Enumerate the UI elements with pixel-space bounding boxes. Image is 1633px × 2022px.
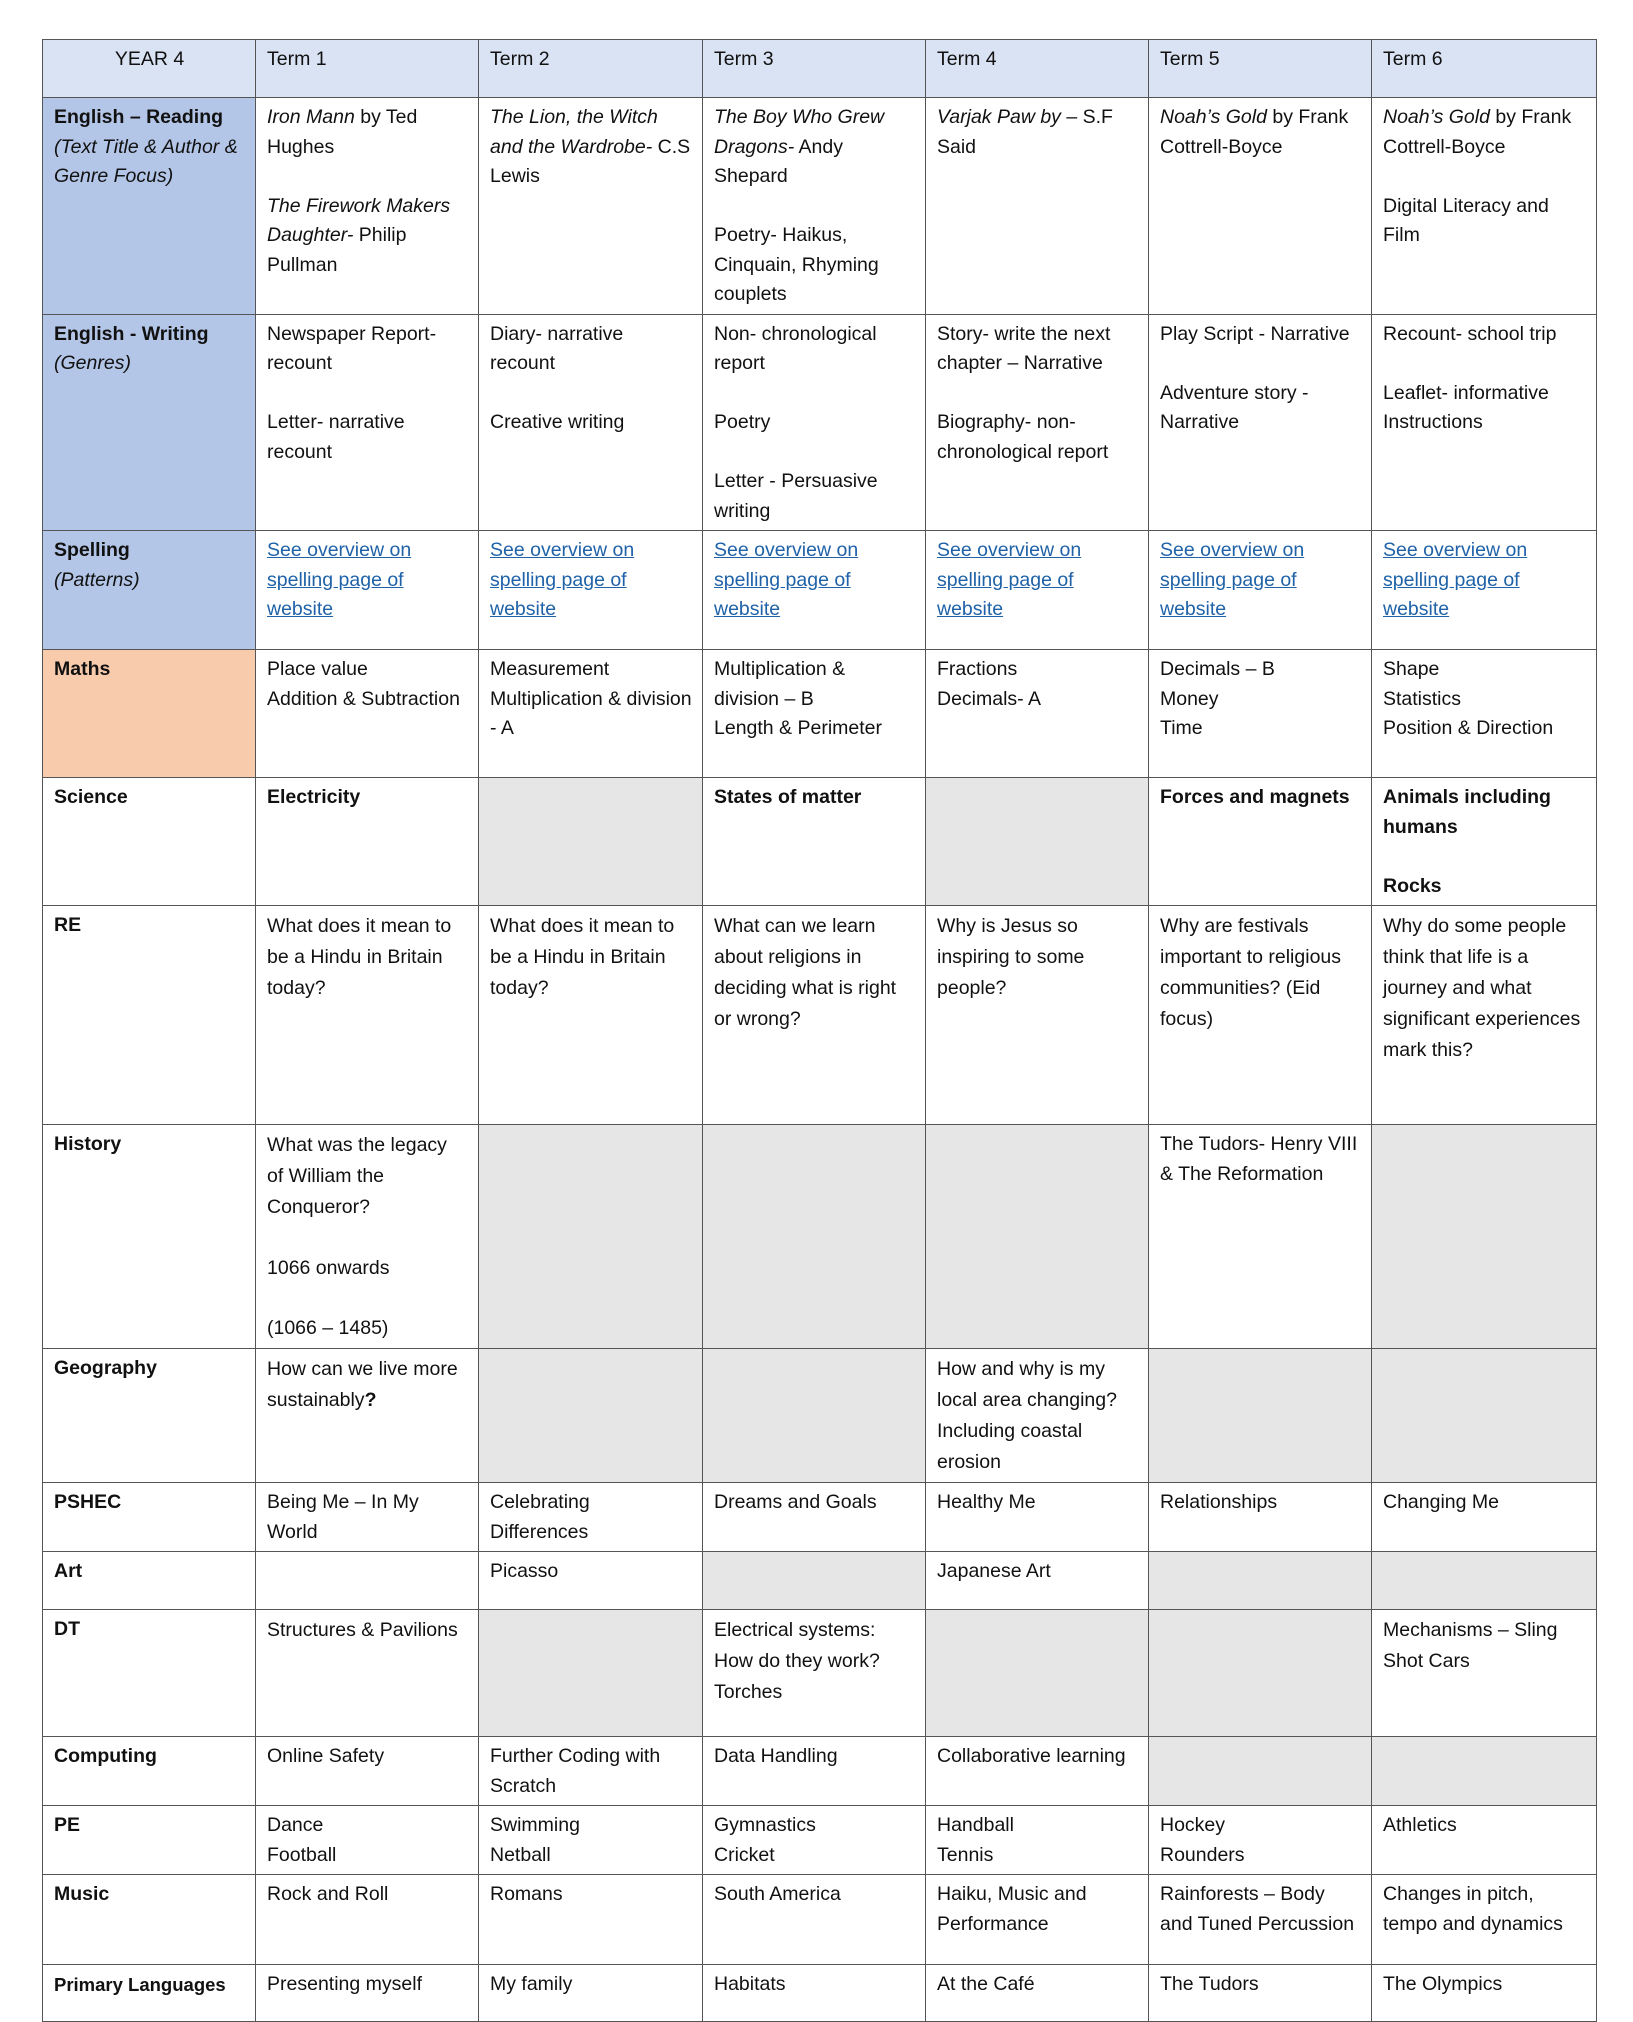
topic: Measurement bbox=[490, 658, 610, 680]
topic: Decimals – B bbox=[1160, 658, 1275, 680]
genre: Non- chronological report bbox=[714, 322, 877, 374]
cell-pe-t1 bbox=[256, 1806, 479, 1875]
subject-subtitle: (Genres) bbox=[54, 352, 131, 374]
cell-computing-t6-empty bbox=[1372, 1737, 1597, 1806]
cell-re-t4: Why is Jesus so inspiring to some people? bbox=[926, 906, 1149, 1125]
subject-label-spelling bbox=[43, 531, 256, 650]
row-art bbox=[43, 1552, 1597, 1610]
cell-music-t4: Haiku, Music and Performance bbox=[926, 1875, 1149, 1965]
row-english-writing bbox=[43, 314, 1597, 531]
cell-spelling-t4 bbox=[926, 531, 1149, 650]
cell-re-t3: What can we learn about religions in deciding what is right or wrong? bbox=[703, 906, 926, 1125]
spelling-overview-link[interactable]: See overview on spelling page of website bbox=[490, 539, 635, 620]
genre: Letter- narrative recount bbox=[267, 411, 405, 463]
subject-label-history: History bbox=[43, 1125, 256, 1349]
row-maths bbox=[43, 650, 1597, 778]
term-6-header: Term 6 bbox=[1372, 40, 1597, 98]
cell-science-t5: Forces and magnets bbox=[1149, 778, 1372, 906]
cell-geography-t3-empty bbox=[703, 1349, 926, 1483]
book-author: by Frank Cottrell-Boyce bbox=[1383, 106, 1572, 158]
cell-music-t3: South America bbox=[703, 1875, 926, 1965]
topic: Statistics bbox=[1383, 687, 1462, 710]
cell-dt-t4-empty bbox=[926, 1610, 1149, 1737]
book-author: by Frank Cottrell-Boyce bbox=[1160, 106, 1349, 158]
topic: Place value bbox=[267, 658, 368, 680]
cell-computing-t1: Online Safety bbox=[256, 1737, 479, 1806]
topic: Addition & Subtraction bbox=[267, 687, 460, 710]
cell-maths-t6 bbox=[1372, 650, 1597, 778]
cell-pshec-t2: Celebrating Differences bbox=[479, 1483, 703, 1552]
row-re bbox=[43, 906, 1597, 1125]
topic: Rocks bbox=[1383, 874, 1442, 897]
genre: Biography- non-chronological report bbox=[937, 411, 1109, 463]
cell-reading-t3 bbox=[703, 98, 926, 315]
cell-music-t2: Romans bbox=[479, 1875, 703, 1965]
term-2-header: Term 2 bbox=[479, 40, 703, 98]
topic: Position & Direction bbox=[1383, 717, 1554, 739]
cell-reading-t6 bbox=[1372, 98, 1597, 315]
cell-pshec-t1: Being Me – In My World bbox=[256, 1483, 479, 1552]
spelling-overview-link[interactable]: See overview on spelling page of website bbox=[267, 539, 412, 620]
cell-writing-t2 bbox=[479, 314, 703, 531]
cell-art-t5-empty bbox=[1149, 1552, 1372, 1610]
cell-dt-t3 bbox=[703, 1610, 926, 1737]
book-title: The Firework Makers Daughter- bbox=[267, 194, 451, 246]
cell-science-t3: States of matter bbox=[703, 778, 926, 906]
cell-pe-t5 bbox=[1149, 1806, 1372, 1875]
topic: Fractions bbox=[937, 658, 1018, 680]
genre-focus: Poetry- Haikus, Cinquain, Rhyming couplets bbox=[714, 224, 879, 305]
cell-pshec-t6: Changing Me bbox=[1372, 1483, 1597, 1552]
topic: Time bbox=[1160, 717, 1203, 739]
cell-history-t4-empty bbox=[926, 1125, 1149, 1349]
subject-label-english-writing bbox=[43, 314, 256, 531]
cell-re-t2: What does it mean to be a Hindu in Britain today? bbox=[479, 906, 703, 1125]
subject-label-dt: DT bbox=[43, 1610, 256, 1737]
cell-languages-t6: The Olympics bbox=[1372, 1965, 1597, 2022]
topic: 1066 onwards bbox=[267, 1256, 390, 1279]
curriculum-table bbox=[42, 39, 1597, 2022]
cell-spelling-t1 bbox=[256, 531, 479, 650]
cell-science-t6 bbox=[1372, 778, 1597, 906]
topic: Length & Perimeter bbox=[714, 717, 883, 739]
sport: Dance bbox=[267, 1814, 324, 1836]
cell-pe-t3 bbox=[703, 1806, 926, 1875]
book-author: by Ted Hughes bbox=[267, 106, 418, 158]
cell-science-t2-empty bbox=[479, 778, 703, 906]
row-geography bbox=[43, 1349, 1597, 1483]
cell-maths-t4 bbox=[926, 650, 1149, 778]
cell-spelling-t5 bbox=[1149, 531, 1372, 650]
cell-pshec-t4: Healthy Me bbox=[926, 1483, 1149, 1552]
topic: Shape bbox=[1383, 658, 1440, 680]
cell-dt-t1: Structures & Pavilions bbox=[256, 1610, 479, 1737]
cell-geography-t2-empty bbox=[479, 1349, 703, 1483]
genre: Story- write the next chapter – Narrative bbox=[937, 322, 1111, 374]
row-computing bbox=[43, 1737, 1597, 1806]
subject-label-maths: Maths bbox=[43, 650, 256, 778]
book-author: – S.F Said bbox=[937, 106, 1113, 158]
cell-history-t1 bbox=[256, 1125, 479, 1349]
genre: Letter - Persuasive writing bbox=[714, 470, 878, 522]
sport: Football bbox=[267, 1843, 337, 1866]
term-4-header: Term 4 bbox=[926, 40, 1149, 98]
cell-pe-t6 bbox=[1372, 1806, 1597, 1875]
cell-pshec-t3: Dreams and Goals bbox=[703, 1483, 926, 1552]
sport: Hockey bbox=[1160, 1814, 1226, 1836]
cell-pshec-t5: Relationships bbox=[1149, 1483, 1372, 1552]
sport: Handball bbox=[937, 1814, 1014, 1836]
subject-subtitle: (Text Title & Author & Genre Focus) bbox=[54, 135, 238, 187]
cell-computing-t5-empty bbox=[1149, 1737, 1372, 1806]
cell-maths-t5 bbox=[1149, 650, 1372, 778]
cell-geography-t4: How and why is my local area changing? Including coastal erosion bbox=[926, 1349, 1149, 1483]
cell-music-t1: Rock and Roll bbox=[256, 1875, 479, 1965]
row-history bbox=[43, 1125, 1597, 1349]
genre: Leaflet- informative Instructions bbox=[1383, 381, 1549, 433]
cell-history-t2-empty bbox=[479, 1125, 703, 1349]
cell-dt-t2-empty bbox=[479, 1610, 703, 1737]
topic: Money bbox=[1160, 687, 1219, 710]
cell-geography-t5-empty bbox=[1149, 1349, 1372, 1483]
topic: Torches bbox=[714, 1681, 783, 1703]
term-5-header: Term 5 bbox=[1149, 40, 1372, 98]
subject-label-english-reading bbox=[43, 98, 256, 315]
term-1-header: Term 1 bbox=[256, 40, 479, 98]
subject-name: Spelling bbox=[54, 539, 130, 561]
genre: Diary- narrative recount bbox=[490, 322, 624, 374]
subject-label-art: Art bbox=[43, 1552, 256, 1610]
book-title: Noah’s Gold bbox=[1383, 106, 1490, 128]
subject-label-geography: Geography bbox=[43, 1349, 256, 1483]
genre: Recount- school trip bbox=[1383, 322, 1557, 345]
subject-name: English – Reading bbox=[54, 106, 224, 128]
topic: (1066 – 1485) bbox=[267, 1317, 389, 1339]
cell-pe-t4 bbox=[926, 1806, 1149, 1875]
genre: Newspaper Report- recount bbox=[267, 322, 437, 374]
cell-re-t6: Why do some people think that life is a journey and what significant experiences mark this? bbox=[1372, 906, 1597, 1125]
subject-label-re: RE bbox=[43, 906, 256, 1125]
cell-dt-t5-empty bbox=[1149, 1610, 1372, 1737]
row-pshec bbox=[43, 1483, 1597, 1552]
genre: Play Script - Narrative bbox=[1160, 322, 1350, 345]
row-pe bbox=[43, 1806, 1597, 1875]
subject-name: English - Writing bbox=[54, 322, 209, 345]
cell-re-t1: What does it mean to be a Hindu in Britain today? bbox=[256, 906, 479, 1125]
genre: Creative writing bbox=[490, 411, 625, 433]
cell-reading-t2 bbox=[479, 98, 703, 315]
cell-languages-t3: Habitats bbox=[703, 1965, 926, 2022]
topic: Decimals- A bbox=[937, 687, 1042, 710]
row-dt bbox=[43, 1610, 1597, 1737]
sport: Gymnastics bbox=[714, 1814, 816, 1836]
term-3-header: Term 3 bbox=[703, 40, 926, 98]
cell-art-t3-empty bbox=[703, 1552, 926, 1610]
cell-geography-t1 bbox=[256, 1349, 479, 1483]
cell-computing-t3: Data Handling bbox=[703, 1737, 926, 1806]
cell-maths-t1 bbox=[256, 650, 479, 778]
cell-writing-t3 bbox=[703, 314, 926, 531]
cell-spelling-t2 bbox=[479, 531, 703, 650]
row-science bbox=[43, 778, 1597, 906]
question-mark: ? bbox=[364, 1389, 377, 1411]
cell-re-t5: Why are festivals important to religious communities? (Eid focus) bbox=[1149, 906, 1372, 1125]
cell-spelling-t6 bbox=[1372, 531, 1597, 650]
cell-reading-t5 bbox=[1149, 98, 1372, 315]
cell-writing-t1 bbox=[256, 314, 479, 531]
cell-languages-t2: My family bbox=[479, 1965, 703, 2022]
cell-reading-t1 bbox=[256, 98, 479, 315]
book-title: Varjak Paw by bbox=[937, 106, 1061, 128]
spelling-overview-link[interactable]: See overview on spelling page of website bbox=[1383, 539, 1528, 620]
cell-music-t6: Changes in pitch, tempo and dynamics bbox=[1372, 1875, 1597, 1965]
row-english-reading bbox=[43, 98, 1597, 315]
row-spelling bbox=[43, 531, 1597, 650]
cell-languages-t5: The Tudors bbox=[1149, 1965, 1372, 2022]
cell-pe-t2 bbox=[479, 1806, 703, 1875]
cell-science-t1: Electricity bbox=[256, 778, 479, 906]
topic: Multiplication & division – B bbox=[714, 658, 846, 710]
subject-label-pshec: PSHEC bbox=[43, 1483, 256, 1552]
cell-maths-t3 bbox=[703, 650, 926, 778]
subject-label-science: Science bbox=[43, 778, 256, 906]
cell-geography-t6-empty bbox=[1372, 1349, 1597, 1483]
row-primary-languages bbox=[43, 1965, 1597, 2022]
subject-label-computing: Computing bbox=[43, 1737, 256, 1806]
subject-label-music: Music bbox=[43, 1875, 256, 1965]
cell-history-t3-empty bbox=[703, 1125, 926, 1349]
book-title: Noah’s Gold bbox=[1160, 106, 1267, 128]
cell-writing-t4 bbox=[926, 314, 1149, 531]
cell-maths-t2 bbox=[479, 650, 703, 778]
book-title: The Lion, the Witch and the Wardrobe- bbox=[490, 106, 658, 158]
cell-writing-t5 bbox=[1149, 314, 1372, 531]
cell-writing-t6 bbox=[1372, 314, 1597, 531]
topic: Electrical systems: How do they work? bbox=[714, 1619, 880, 1672]
cell-reading-t4 bbox=[926, 98, 1149, 315]
header-row bbox=[43, 40, 1597, 98]
book-title: Iron Mann bbox=[267, 106, 355, 128]
genre: Poetry bbox=[714, 411, 771, 433]
sport: Tennis bbox=[937, 1843, 994, 1866]
sport: Cricket bbox=[714, 1843, 775, 1866]
sport: Rounders bbox=[1160, 1843, 1245, 1866]
cell-dt-t6: Mechanisms – Sling Shot Cars bbox=[1372, 1610, 1597, 1737]
cell-computing-t4: Collaborative learning bbox=[926, 1737, 1149, 1806]
row-music bbox=[43, 1875, 1597, 1965]
sport: Swimming bbox=[490, 1814, 580, 1836]
cell-science-t4-empty bbox=[926, 778, 1149, 906]
cell-languages-t4: At the Café bbox=[926, 1965, 1149, 2022]
cell-languages-t1: Presenting myself bbox=[256, 1965, 479, 2022]
subject-label-pe: PE bbox=[43, 1806, 256, 1875]
cell-history-t6-empty bbox=[1372, 1125, 1597, 1349]
genre: Adventure story - Narrative bbox=[1160, 381, 1309, 433]
cell-history-t5: The Tudors- Henry VIII & The Reformation bbox=[1149, 1125, 1372, 1349]
topic: What was the legacy of William the Conqueror? bbox=[267, 1134, 447, 1218]
cell-art-t2: Picasso bbox=[479, 1552, 703, 1610]
topic: Multiplication & division - A bbox=[490, 687, 692, 739]
spelling-overview-link[interactable]: See overview on spelling page of website bbox=[937, 539, 1082, 620]
cell-art-t4: Japanese Art bbox=[926, 1552, 1149, 1610]
subject-subtitle: (Patterns) bbox=[54, 568, 140, 591]
subject-label-primary-languages: Primary Languages bbox=[43, 1965, 256, 2022]
sport: Netball bbox=[490, 1843, 551, 1866]
book-author: Andy Shepard bbox=[714, 135, 843, 187]
topic: How can we live more sustainably bbox=[267, 1358, 458, 1411]
cell-music-t5: Rainforests – Body and Tuned Percussion bbox=[1149, 1875, 1372, 1965]
spelling-overview-link[interactable]: See overview on spelling page of website bbox=[1160, 539, 1305, 620]
book-author: C.S Lewis bbox=[490, 135, 691, 187]
cell-computing-t2: Further Coding with Scratch bbox=[479, 1737, 703, 1806]
cell-art-t6-empty bbox=[1372, 1552, 1597, 1610]
year-label: YEAR 4 bbox=[43, 40, 256, 98]
cell-art-t1-empty bbox=[256, 1552, 479, 1610]
cell-spelling-t3 bbox=[703, 531, 926, 650]
book-title: The Boy Who Grew Dragons- bbox=[714, 106, 885, 158]
sport: Athletics bbox=[1383, 1814, 1457, 1836]
topic: Animals including humans bbox=[1383, 786, 1551, 838]
spelling-overview-link[interactable]: See overview on spelling page of website bbox=[714, 539, 859, 620]
genre-focus: Digital Literacy and Film bbox=[1383, 194, 1549, 246]
book-author: Philip Pullman bbox=[267, 224, 407, 276]
